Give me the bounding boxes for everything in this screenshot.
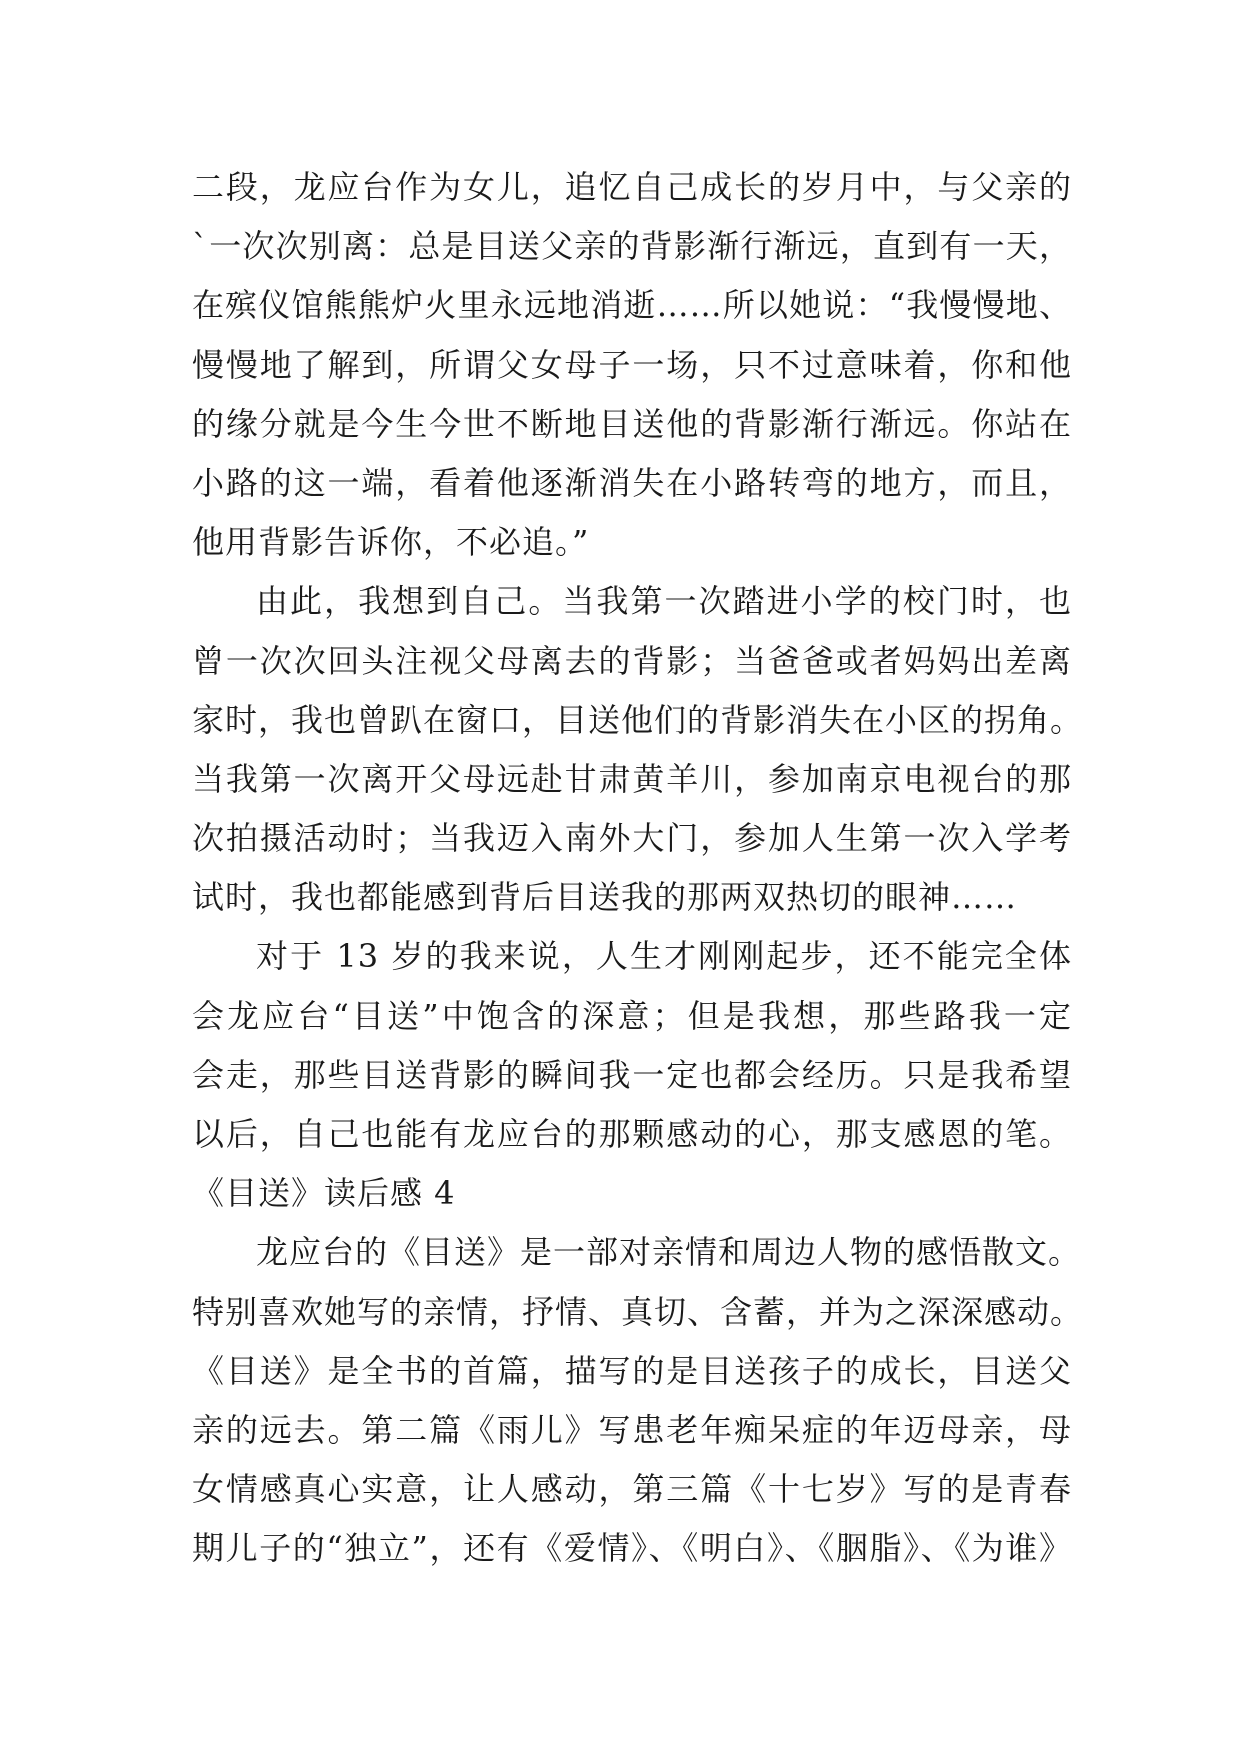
text-line: 的缘分就是今生今世不断地目送他的背影渐行渐远。你站在: [192, 404, 1072, 443]
text-line: 次拍摄活动时；当我迈入南外大门，参加人生第一次入学考: [192, 819, 1072, 858]
paragraph-first-line: 龙应台的《目送》是一部对亲情和周边人物的感悟散文。: [256, 1233, 1082, 1272]
text-line: `一次次别离：总是目送父亲的背影渐行渐远，直到有一天，: [192, 227, 1072, 266]
text-line: 家时，我也曾趴在窗口，目送他们的背影消失在小区的拐角。: [192, 700, 1084, 739]
text-line: 女情感真心实意，让人感动，第三篇《十七岁》写的是青春: [192, 1470, 1072, 1509]
text-line: 慢慢地了解到，所谓父女母子一场，只不过意味着，你和他: [192, 345, 1072, 384]
text-line: 试时，我也都能感到背后目送我的那两双热切的眼神……: [192, 878, 1018, 917]
text-line: 会龙应台“目送”中饱含的深意；但是我想，那些路我一定: [192, 996, 1072, 1035]
text-line: 特别喜欢她写的亲情，抒情、真切、含蓄，并为之深深感动。: [192, 1292, 1084, 1331]
text-line: 《目送》是全书的首篇，描写的是目送孩子的成长，目送父: [192, 1351, 1072, 1390]
text-line: 小路的这一端，看着他逐渐消失在小路转弯的地方，而且，: [192, 463, 1072, 502]
text-line: 在殡仪馆熊熊炉火里永远地消逝……所以她说：“我慢慢地、: [192, 286, 1072, 325]
text-line: 以后，自己也能有龙应台的那颗感动的心，那支感恩的笔。: [192, 1115, 1072, 1153]
text-line: 期儿子的“独立”，还有《爱情》、《明白》、《胭脂》、《为谁》: [192, 1529, 1072, 1568]
text-line: 会走，那些目送背影的瞬间我一定也都会经历。只是我希望: [192, 1055, 1072, 1094]
text-line: 他用背影告诉你，不必追。”: [192, 523, 590, 562]
text-line: 当我第一次离开父母远赴甘肃黄羊川，参加南京电视台的那: [192, 759, 1072, 798]
paragraph-first-line: 由此，我想到自己。当我第一次踏进小学的校门时，也: [256, 582, 1072, 621]
text-line: 亲的远去。第二篇《雨儿》写患老年痴呆症的年迈母亲，母: [192, 1410, 1072, 1449]
section-heading: 《目送》读后感 4: [192, 1174, 456, 1213]
paragraph-first-line: 对于 13 岁的我来说，人生才刚刚起步，还不能完全体: [256, 937, 1072, 976]
text-line: 二段，龙应台作为女儿，追忆自己成长的岁月中，与父亲的: [192, 168, 1072, 206]
text-line: 曾一次次回头注视父母离去的背影；当爸爸或者妈妈出差离: [192, 641, 1072, 680]
document-body: [192, 158, 1084, 1579]
